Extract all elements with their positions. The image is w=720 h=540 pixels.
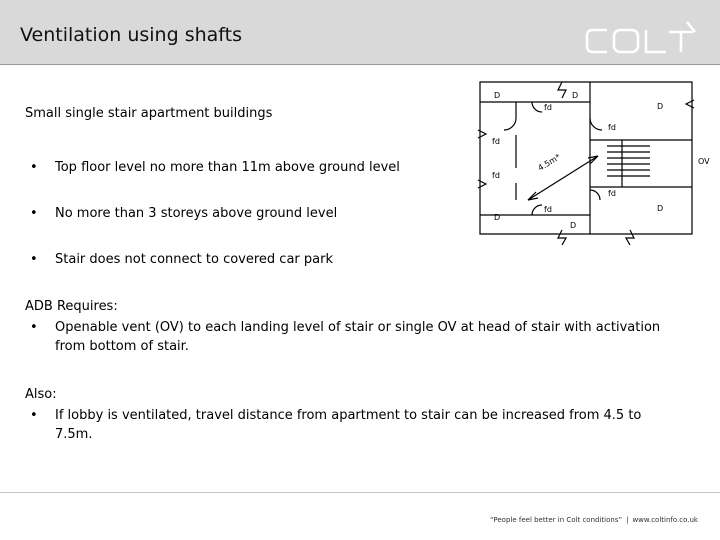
label-fd: fd — [544, 205, 552, 214]
list-item-text: Openable vent (OV) to each landing level of stair or single OV at head of stair with activation from bottom of stair. — [55, 320, 661, 354]
also-list — [25, 406, 675, 444]
label-fd: fd — [544, 103, 552, 112]
label-fd: fd — [492, 171, 500, 180]
subtitle: Small single stair apartment buildings — [25, 106, 273, 121]
adb-list — [25, 318, 675, 356]
list-item-text: Stair does not connect to covered car park — [55, 252, 333, 267]
bullet-dot: • — [30, 160, 38, 175]
adb-section — [25, 299, 675, 356]
logo-text: COLT — [641, 44, 644, 45]
label-fd: fd — [608, 123, 616, 132]
label-ov: OV — [698, 157, 710, 166]
label-d: D — [494, 213, 501, 222]
list-item-text: No more than 3 storeys above ground level — [55, 206, 338, 221]
footer-url[interactable]: www.coltinfo.co.uk — [632, 516, 698, 524]
also-section — [25, 387, 675, 444]
label-d: D — [572, 91, 579, 100]
footer-separator: | — [626, 516, 629, 524]
bullet-dot: • — [30, 206, 38, 221]
page-title: Ventilation using shafts — [20, 24, 242, 46]
floor-plan-diagram — [472, 80, 717, 245]
label-d: D — [494, 91, 501, 100]
label-d: D — [657, 102, 664, 111]
bullet-dot: • — [30, 320, 38, 335]
label-fd: fd — [492, 137, 500, 146]
list-item — [25, 318, 675, 356]
footer-tagline: “People feel better in Colt conditions” — [489, 516, 623, 524]
label-fd: fd — [608, 189, 616, 198]
distance-label: 4.5m* — [536, 152, 563, 173]
bullet-dot: • — [30, 408, 38, 423]
also-heading: Also: — [25, 387, 57, 402]
list-item-text: If lobby is ventilated, travel distance from apartment to stair can be increased from 4.5 to 7.5m. — [55, 408, 642, 442]
colt-logo — [583, 18, 699, 58]
adb-heading: ADB Requires: — [25, 299, 118, 314]
list-item — [25, 406, 675, 444]
label-d: D — [657, 204, 664, 213]
footer-divider — [0, 492, 720, 493]
label-d: D — [570, 221, 577, 230]
header-bar — [0, 0, 720, 65]
footer — [490, 516, 698, 524]
bullet-dot: • — [30, 252, 38, 267]
list-item-text: Top floor level no more than 11m above ground level — [55, 160, 400, 175]
